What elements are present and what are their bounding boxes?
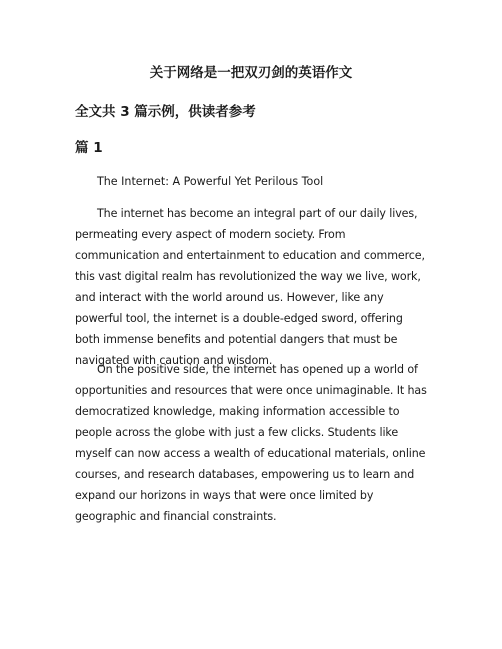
paragraph-line: opportunities and resources that were once unimaginable. It has xyxy=(75,384,427,397)
paragraph-line: democratized knowledge, making information accessible to xyxy=(75,405,400,418)
paragraph-line: this vast digital realm has revolutionized the way we live, work, xyxy=(75,270,421,283)
paragraph-line: both immense benefits and potential dangers that must be xyxy=(75,333,398,346)
paragraph-line: courses, and research databases, empowering us to learn and xyxy=(75,468,415,481)
paragraph-line: expand our horizons in ways that were once limited by xyxy=(75,489,374,502)
paragraph-line: The internet has become an integral part of our daily lives, xyxy=(97,207,418,220)
paragraph-line: geographic and financial constraints. xyxy=(75,510,277,523)
paragraph-line: myself can now access a wealth of educational materials, online xyxy=(75,447,426,460)
paragraph-line: communication and entertainment to education and commerce, xyxy=(75,249,425,262)
paragraph-2 xyxy=(75,359,435,527)
document-subtitle: 全文共 3 篇示例，供读者参考 xyxy=(75,104,256,120)
paragraph-1 xyxy=(75,203,435,371)
document-title: 关于网络是一把双刃剑的英语作文 xyxy=(149,65,353,81)
essay-title: The Internet: A Powerful Yet Perilous Tool xyxy=(97,175,324,188)
paragraph-line: On the positive side, the internet has opened up a world of xyxy=(97,363,418,376)
paragraph-line: and interact with the world around us. However, like any xyxy=(75,291,384,304)
section-heading: 篇 1 xyxy=(75,140,103,156)
paragraph-line: people across the globe with just a few clicks. Students like xyxy=(75,426,399,439)
paragraph-line: permeating every aspect of modern society. From xyxy=(75,228,346,241)
paragraph-line: powerful tool, the internet is a double-edged sword, offering xyxy=(75,312,403,325)
paragraph-line: navigated with caution and wisdom. xyxy=(75,354,273,367)
